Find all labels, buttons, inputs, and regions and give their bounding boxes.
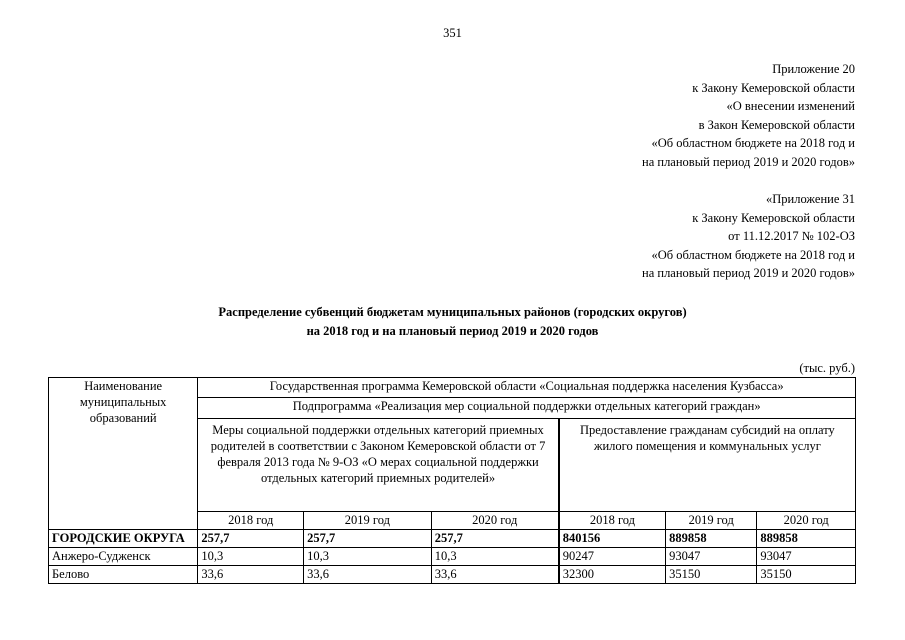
group1-header: Меры социальной поддержки отдельных категорий приемных родителей в соответствии с Законом Кемеровской области от 7 февраля 2013 года № 9-ОЗ «О мерах социальной поддержки отдельных категорий приемных родителей» (198, 419, 559, 512)
document-title (0, 303, 905, 341)
appendix-line: «О внесении изменений (726, 99, 855, 113)
row-value: 889858 (757, 530, 856, 548)
row-value: 257,7 (304, 530, 432, 548)
year-header: 2020 год (757, 512, 856, 530)
appendix-line: «Приложение 31 (766, 192, 855, 206)
row-value: 889858 (666, 530, 757, 548)
title-line-2: на 2018 год и на плановый период 2019 и 2020 годов (306, 324, 599, 338)
subventions-table (48, 377, 856, 584)
table-row (49, 548, 856, 566)
row-value: 257,7 (198, 530, 304, 548)
appendix-line: «Об областном бюджете на 2018 год и (651, 136, 855, 150)
row-name: Анжеро-Судженск (49, 548, 198, 566)
row-value: 93047 (666, 548, 757, 566)
program-header: Государственная программа Кемеровской области «Социальная поддержка населения Кузбасса» (198, 378, 856, 398)
year-header: 2018 год (198, 512, 304, 530)
name-column-header: Наименование муниципальных образований (49, 378, 198, 530)
row-value: 90247 (559, 548, 666, 566)
year-header: 2018 год (559, 512, 666, 530)
row-value: 840156 (559, 530, 666, 548)
row-value: 32300 (559, 566, 666, 584)
table-row (49, 566, 856, 584)
row-value: 35150 (757, 566, 856, 584)
group2-header: Предоставление гражданам субсидий на оплату жилого помещения и коммунальных услуг (559, 419, 856, 512)
row-value: 10,3 (304, 548, 432, 566)
appendix-original-header (642, 190, 855, 283)
year-header: 2020 год (431, 512, 559, 530)
page-number: 351 (443, 26, 462, 40)
row-value: 35150 (666, 566, 757, 584)
row-name: Белово (49, 566, 198, 584)
row-value: 93047 (757, 548, 856, 566)
subprogram-header: Подпрограмма «Реализация мер социальной поддержки отдельных категорий граждан» (198, 398, 856, 419)
row-value: 257,7 (431, 530, 559, 548)
appendix-line: к Закону Кемеровской области (692, 210, 855, 225)
appendix-current-header (642, 60, 855, 171)
table-row (49, 530, 856, 548)
row-value: 10,3 (198, 548, 304, 566)
appendix-line: на плановый период 2019 и 2020 годов» (642, 266, 855, 280)
appendix-line: в Закон Кемеровской области (698, 117, 855, 132)
appendix-line: на плановый период 2019 и 2020 годов» (642, 154, 855, 169)
year-header: 2019 год (666, 512, 757, 530)
appendix-line: к Закону Кемеровской области (692, 80, 855, 95)
appendix-line: «Об областном бюджете на 2018 год и (651, 247, 855, 262)
row-value: 33,6 (431, 566, 559, 584)
row-value: 33,6 (304, 566, 432, 584)
appendix-line: Приложение 20 (772, 62, 855, 76)
title-line-1: Распределение субвенций бюджетам муниципальных районов (городских округов) (218, 305, 687, 319)
units-label: (тыс. руб.) (799, 361, 855, 375)
row-value: 33,6 (198, 566, 304, 584)
year-header: 2019 год (304, 512, 432, 530)
row-name: ГОРОДСКИЕ ОКРУГА (49, 530, 198, 548)
appendix-line: от 11.12.2017 № 102-ОЗ (728, 229, 855, 243)
row-value: 10,3 (431, 548, 559, 566)
